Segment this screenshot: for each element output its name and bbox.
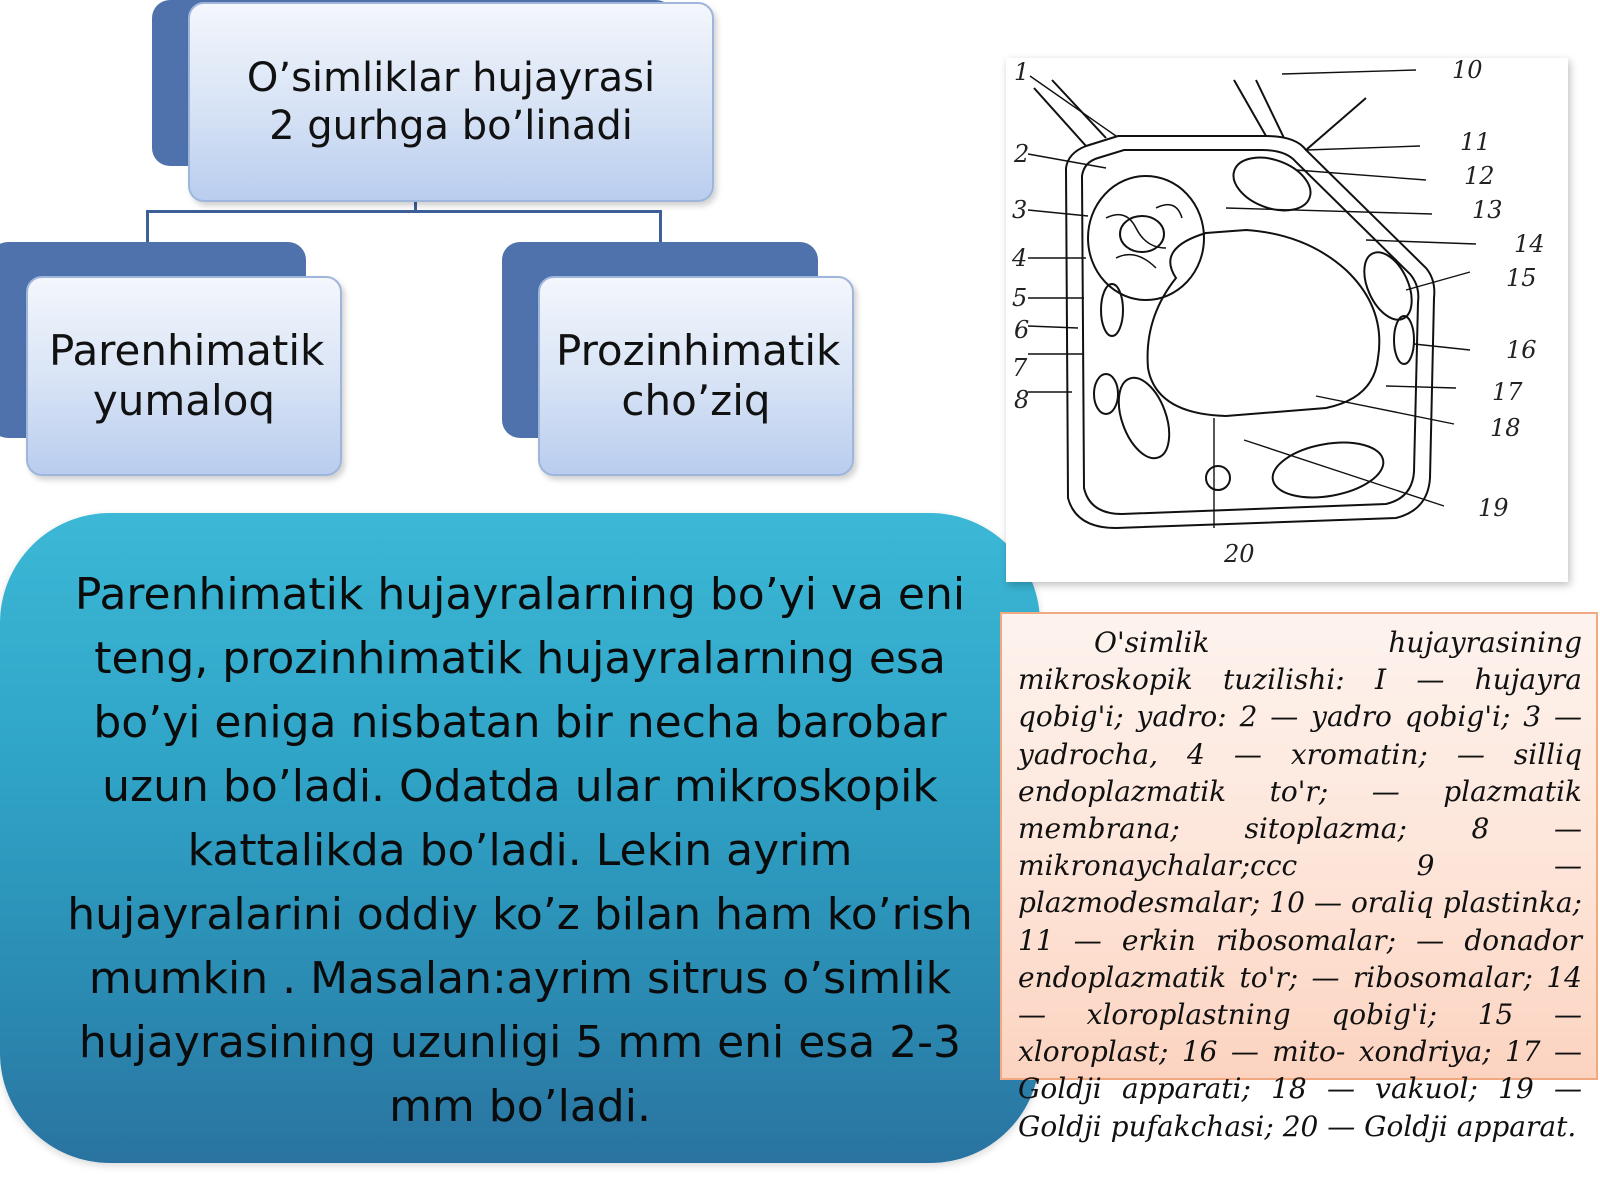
mitochondrion-1 [1101, 284, 1123, 336]
main-text: Parenhimatik hujayralarning bo’yi va eni teng, prozinhimatik hujayralarning esa bo’yi eniga nisbatan bir necha barobar uzun bo’ladi. Odatda ular mikroskopik kattalikda bo’ladi. Lekin ayrim hujayralarini oddiy ko’z bilan ham ko’rish mumkin . Masalan:ayrim sitrus o’simlik hujayrasining uzunligi 5 mm eni esa 2-3 mm bo’ladi. [67, 569, 973, 1132]
diagram-label-2: 2 [1014, 140, 1030, 168]
diagram-label-16: 16 [1506, 336, 1537, 364]
hierarchy-top-box [188, 2, 714, 202]
diagram-label-20: 20 [1224, 540, 1255, 568]
diagram-label-15: 15 [1506, 264, 1537, 292]
hierarchy-left-box [26, 276, 342, 476]
diagram-label-13: 13 [1472, 196, 1503, 224]
vesicle-bottom [1268, 435, 1387, 506]
nucleus [1088, 176, 1204, 300]
hierarchy-right-text: Prozinhimatik cho’ziq [556, 325, 841, 425]
diagram-label-18: 18 [1490, 414, 1521, 442]
mitochondrion-3 [1094, 374, 1118, 414]
diagram-label-8: 8 [1014, 386, 1030, 414]
chloroplast-1 [1355, 245, 1422, 327]
connector-left-drop [146, 210, 149, 242]
caption-box [1000, 612, 1598, 1143]
wall-extension-left [1034, 80, 1106, 146]
diagram-label-4: 4 [1012, 244, 1028, 272]
cell-wall-inner [1082, 150, 1418, 514]
diagram-label-17: 17 [1492, 378, 1523, 406]
leader-lines [1028, 70, 1476, 528]
goldji-body [1206, 466, 1230, 490]
plant-cell-diagram [1006, 58, 1568, 582]
caption-text: O'simlik hujayrasining mikroskopik tuzilishi: I — hujayra qobig'i; yadro: 2 — yadro qobig'i; 3 — yadrocha, 4 — xromatin; — silliq endoplazmatik to'r; — plazmatik membrana; sitoplazma; 8 — mikronaychalar;ccc 9 — plazmodesmalar; 10 — oraliq plastinka; 11 — erkin ribosomalar; — donador endoplazmatik to'r; — ribosomalar; 14 — xloroplastning qobig'i; 15 — xloroplast; 16 — mito- xondriya; 17 — Goldji apparati; 18 — vakuol; 19 — Goldji pufakchasi; 20 — Goldji apparat. [1018, 626, 1582, 1143]
diagram-label-3: 3 [1012, 196, 1028, 224]
connector-right-drop [659, 210, 662, 242]
diagram-label-10: 10 [1452, 58, 1483, 84]
connector-horizontal [146, 210, 662, 213]
diagram-label-7: 7 [1012, 354, 1028, 382]
diagram-label-6: 6 [1014, 316, 1030, 344]
hierarchy-right-box [538, 276, 854, 476]
hierarchy-top-text: O’simliklar hujayrasi 2 gurhga bo’linadi [246, 55, 656, 149]
diagram-label-19: 19 [1478, 494, 1509, 522]
mitochondrion-2 [1394, 316, 1414, 364]
diagram-label-11: 11 [1460, 128, 1491, 156]
wall-extension-right [1234, 80, 1366, 150]
vacuole [1148, 230, 1380, 416]
hierarchy-left-text: Parenhimatik yumaloq [49, 325, 325, 425]
cell-diagram-frame [1006, 58, 1568, 582]
vesicle-large [1109, 371, 1179, 465]
diagram-label-1: 1 [1014, 58, 1030, 86]
diagram-label-5: 5 [1012, 284, 1028, 312]
main-text-box [0, 513, 1040, 1163]
diagram-label-14: 14 [1514, 230, 1545, 258]
diagram-label-12: 12 [1464, 162, 1495, 190]
